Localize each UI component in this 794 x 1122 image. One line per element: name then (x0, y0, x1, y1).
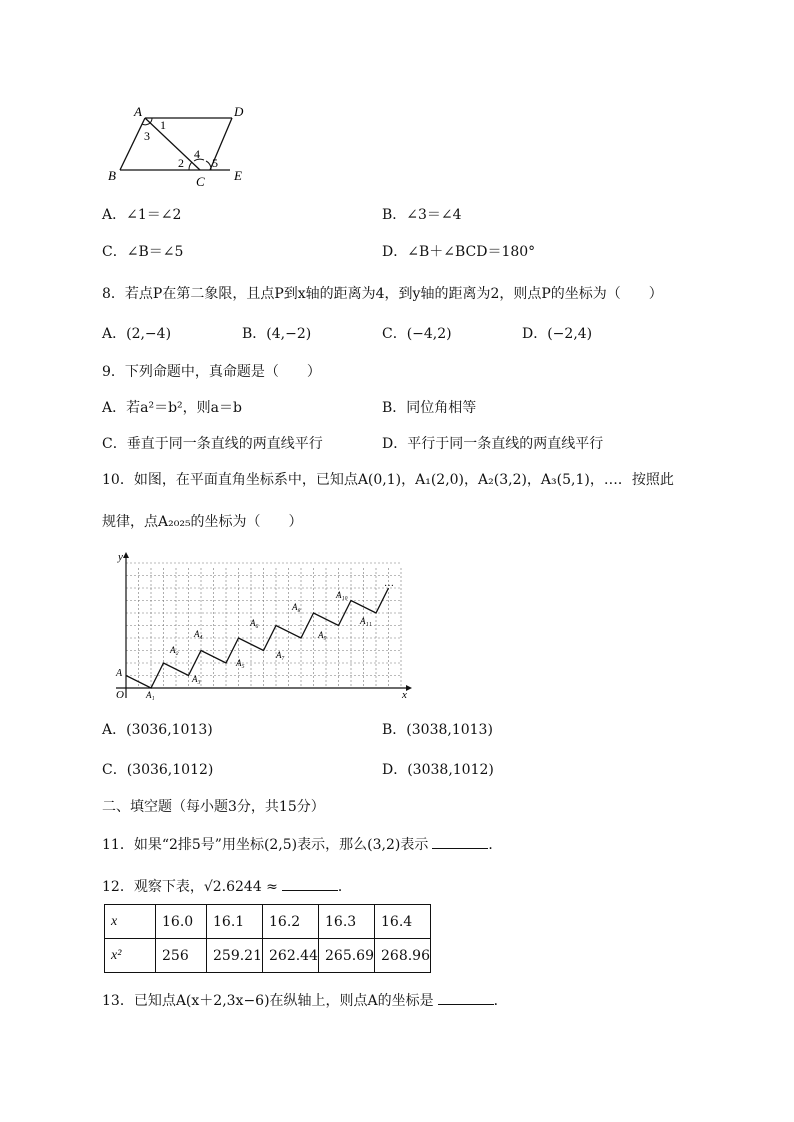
q10-option-b[interactable]: B．(3038,1013) (382, 722, 493, 738)
q7-option-d[interactable]: D．∠B＋∠BCD＝180° (382, 244, 536, 260)
q9-option-b[interactable]: B．同位角相等 (382, 400, 477, 416)
q10-stem-line1: 10．如图，在平面直角坐标系中，已知点A(0,1)，A₁(2,0)，A₂(3,2)，A₃(5,1)，…．按照此 (102, 472, 674, 488)
point-a5: A₅ (236, 658, 245, 668)
angle-1: 1 (160, 118, 166, 132)
q11-answer-blank[interactable] (432, 834, 488, 849)
point-a11: A₁₁ (360, 616, 372, 626)
table-cell: 256 (156, 939, 207, 973)
point-a4: A₄ (194, 629, 203, 639)
q13-answer-blank[interactable] (438, 990, 494, 1005)
label-a: A (134, 104, 142, 119)
table-cell: 268.96 (375, 939, 431, 973)
q11-end: ． (488, 837, 503, 853)
square-table (104, 904, 431, 973)
point-a9: A₉ (318, 630, 327, 640)
table-cell: 16.0 (156, 905, 207, 939)
q12-end: ． (337, 879, 352, 895)
point-a10: A₁₀ (336, 590, 348, 600)
label-b: B (108, 168, 116, 183)
q13-stem: 13．已知点A(x＋2,3x−6)在纵轴上，则点A的坐标是 (102, 993, 434, 1009)
q12-stem: 12．观察下表，√2.6244 ≈ (102, 879, 278, 895)
coordinate-zigzag-figure (106, 548, 416, 700)
q11-stem: 11．如果“2排5号”用坐标(2,5)表示，那么(3,2)表示 (102, 837, 429, 853)
angle-2: 2 (178, 156, 184, 170)
table-cell: 16.2 (263, 905, 319, 939)
label-e: E (234, 168, 242, 183)
q11-line (102, 834, 502, 855)
q8-option-a[interactable]: A．(2,−4) (102, 326, 172, 342)
angle-5: 5 (212, 156, 218, 170)
q10-option-a[interactable]: A．(3036,1013) (102, 722, 213, 738)
q7-option-a[interactable]: A．∠1＝∠2 (102, 207, 182, 223)
q8-option-d[interactable]: D．(−2,4) (522, 326, 593, 342)
q9-option-c[interactable]: C．垂直于同一条直线的两直线平行 (102, 436, 323, 452)
table-cell: 265.69 (319, 939, 375, 973)
table-cell: 259.21 (207, 939, 263, 973)
q12-answer-blank[interactable] (282, 876, 338, 891)
continuation-dots: … (384, 578, 394, 589)
point-a2: A₂ (170, 645, 179, 655)
x-axis-label: x (402, 689, 407, 700)
q8-option-b[interactable]: B．(4,−2) (242, 326, 312, 342)
section-heading: 二、填空题（每小题3分，共15分） (102, 799, 325, 815)
q7-option-c[interactable]: C．∠B＝∠5 (102, 244, 184, 260)
q9-option-a[interactable]: A．若a²＝b²，则a＝b (102, 400, 242, 416)
angle-3: 3 (144, 129, 150, 143)
q9-stem: 9．下列命题中，真命题是（ ） (102, 364, 321, 380)
point-a6: A₆ (250, 618, 259, 628)
point-a3: A₃ (192, 674, 201, 684)
q13-line (102, 990, 508, 1011)
q13-end: ． (493, 993, 508, 1009)
origin-label: O (116, 689, 124, 700)
point-a: A (116, 668, 123, 679)
table-cell: x² (105, 939, 156, 973)
table-cell: x (105, 905, 156, 939)
q10-option-d[interactable]: D．(3038,1012) (382, 762, 494, 778)
y-axis-label: y (118, 551, 123, 563)
parallelogram-figure (100, 100, 260, 192)
point-a8: A₈ (292, 602, 301, 612)
table-row (105, 939, 431, 973)
label-d: D (234, 104, 244, 119)
q8-option-c[interactable]: C．(−4,2) (382, 326, 452, 342)
table-cell: 16.3 (319, 905, 375, 939)
point-a7: A₇ (276, 650, 285, 660)
q12-line (102, 876, 352, 897)
q7-option-b[interactable]: B．∠3＝∠4 (382, 207, 462, 223)
table-cell: 16.1 (207, 905, 263, 939)
q8-stem: 8．若点P在第二象限，且点P到x轴的距离为4，到y轴的距离为2，则点P的坐标为（ ） (102, 286, 663, 302)
table-cell: 262.44 (263, 939, 319, 973)
point-a1: A₁ (146, 690, 155, 700)
q9-option-d[interactable]: D．平行于同一条直线的两直线平行 (382, 436, 604, 452)
table-cell: 16.4 (375, 905, 431, 939)
angle-4: 4 (194, 147, 200, 161)
table-row (105, 905, 431, 939)
q10-stem-line2: 规律，点A₂₀₂₅的坐标为（ ） (102, 514, 303, 530)
label-c: C (196, 174, 205, 189)
q10-option-c[interactable]: C．(3036,1012) (102, 762, 214, 778)
